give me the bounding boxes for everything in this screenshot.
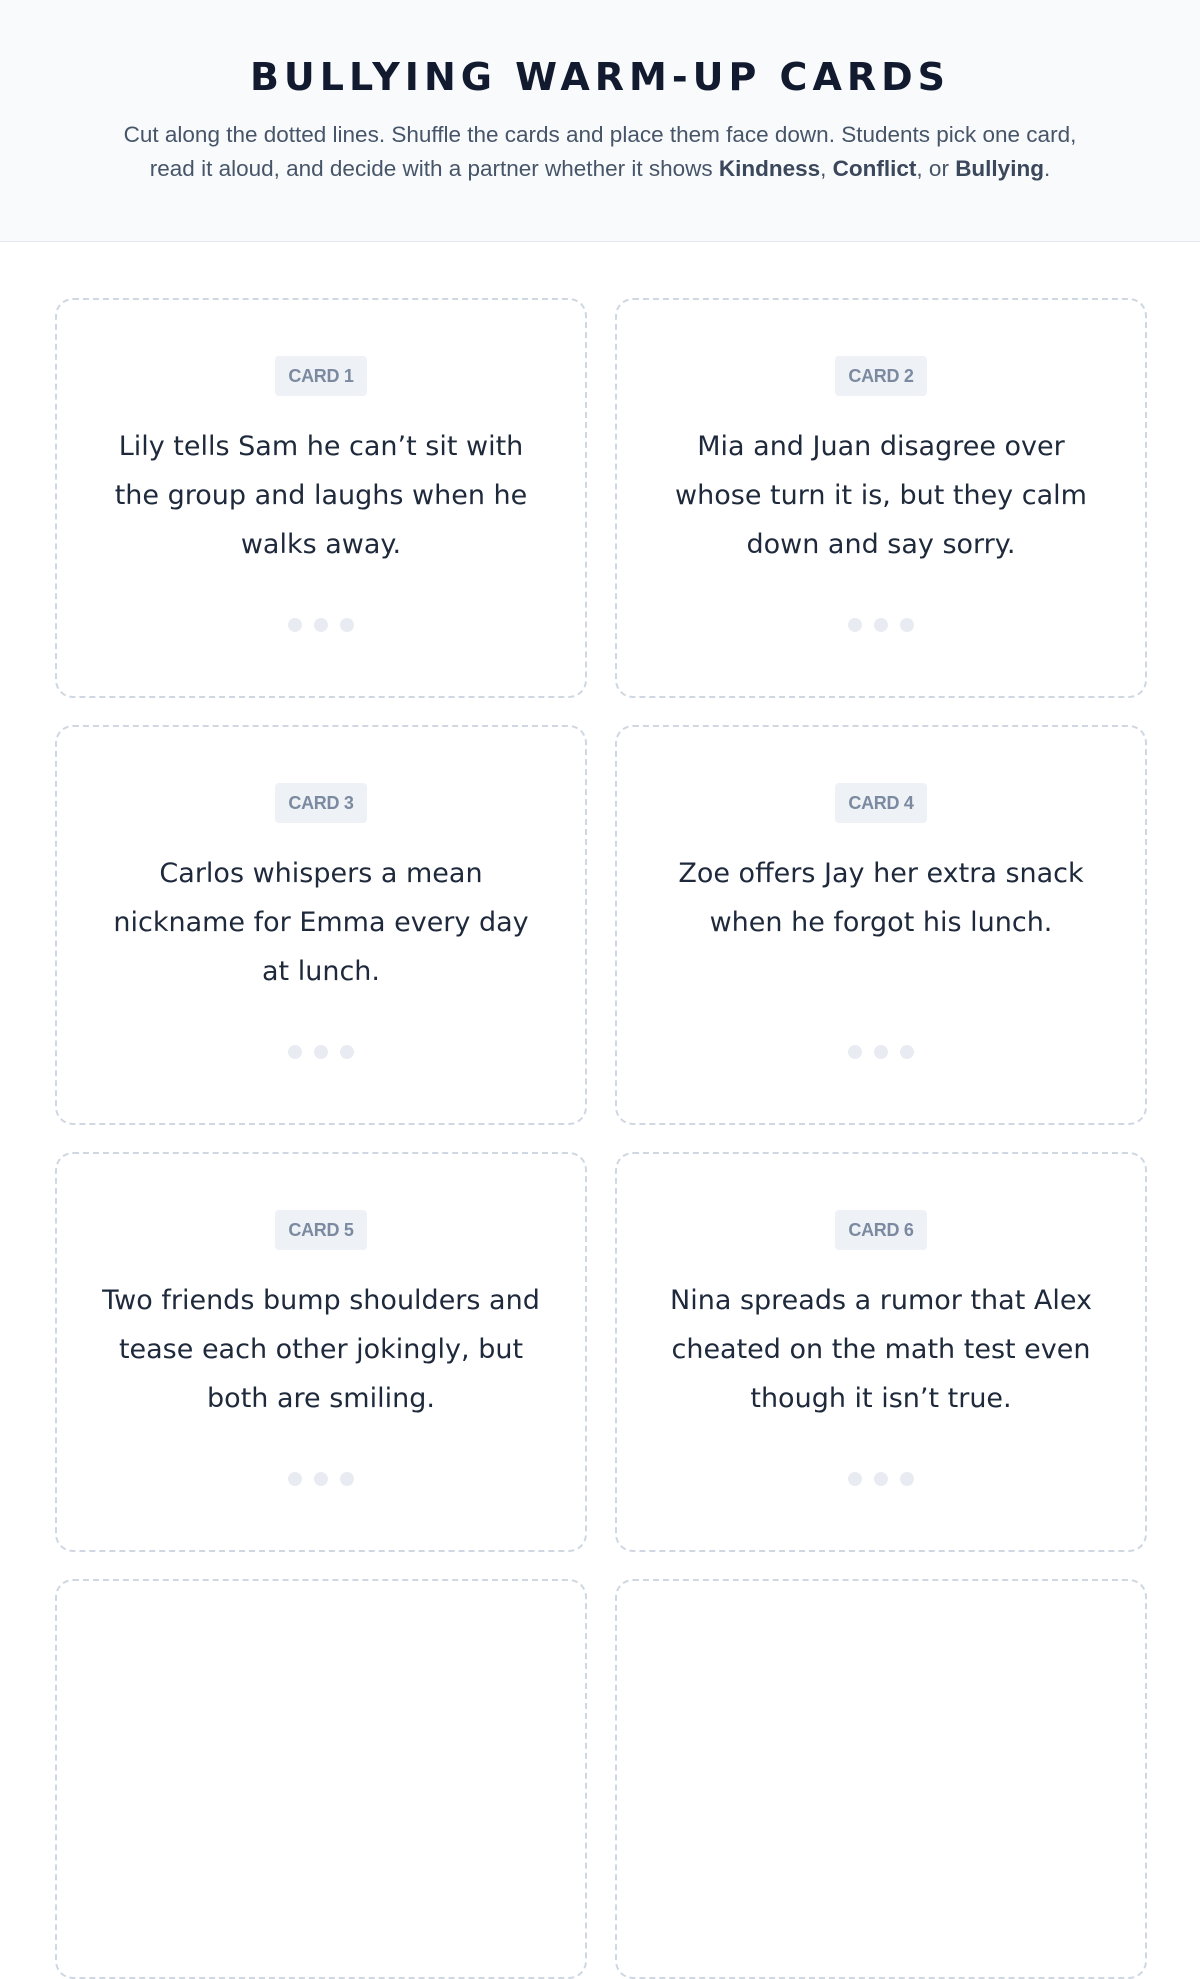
page-header xyxy=(0,0,1200,242)
card-dots-decoration xyxy=(57,1472,585,1488)
card-dots-decoration xyxy=(57,618,585,634)
card-scenario-text: Carlos whispers a mean nickname for Emma every day at lunch. xyxy=(113,858,529,987)
category-bullying: Bullying xyxy=(955,156,1044,181)
category-conflict: Conflict xyxy=(832,156,917,181)
instructions xyxy=(60,118,1140,186)
dot-icon xyxy=(340,1045,354,1059)
ending-period: . xyxy=(1043,156,1051,181)
category-kindness: Kindness xyxy=(718,156,821,181)
warmup-card-6 xyxy=(615,1152,1147,1552)
warmup-card-5 xyxy=(55,1152,587,1552)
dot-icon xyxy=(314,618,328,632)
dot-icon xyxy=(340,618,354,632)
dot-icon xyxy=(314,1472,328,1486)
warmup-card-3 xyxy=(55,725,587,1125)
card-number-badge: CARD 5 xyxy=(275,1210,366,1250)
card-number-badge: CARD 1 xyxy=(275,356,366,396)
dot-icon xyxy=(900,1472,914,1486)
dot-icon xyxy=(900,1045,914,1059)
card-dots-decoration xyxy=(57,1045,585,1061)
warmup-card-1 xyxy=(55,298,587,698)
dot-icon xyxy=(340,1472,354,1486)
page-title: BULLYING WARM-UP CARDS xyxy=(249,55,951,99)
card-scenario-text: Nina spreads a rumor that Alex cheated on the math test even though it isn’t true. xyxy=(670,1285,1092,1414)
warmup-card-8-partial xyxy=(615,1579,1147,1979)
card-scenario-text: Zoe offers Jay her extra snack when he forgot his lunch. xyxy=(678,858,1084,938)
instructions-line-1: Cut along the dotted lines. Shuffle the cards and place them face down. Students pick one card, xyxy=(123,122,1077,147)
instructions-line-2: read it aloud, and decide with a partner whether it shows xyxy=(149,156,719,181)
dot-icon xyxy=(874,1045,888,1059)
dot-icon xyxy=(900,618,914,632)
dot-icon xyxy=(288,618,302,632)
card-scenario-text: Lily tells Sam he can’t sit with the group and laughs when he walks away. xyxy=(114,431,528,560)
card-dots-decoration xyxy=(617,618,1145,634)
warmup-card-2 xyxy=(615,298,1147,698)
dot-icon xyxy=(288,1472,302,1486)
card-number-badge: CARD 4 xyxy=(835,783,926,823)
dot-icon xyxy=(874,618,888,632)
separator-or: , or xyxy=(916,156,956,181)
dot-icon xyxy=(848,618,862,632)
card-dots-decoration xyxy=(617,1045,1145,1061)
card-scenario-text: Mia and Juan disagree over whose turn it is, but they calm down and say sorry. xyxy=(675,431,1087,560)
dot-icon xyxy=(848,1472,862,1486)
card-number-badge: CARD 6 xyxy=(835,1210,926,1250)
dot-icon xyxy=(848,1045,862,1059)
separator-comma: , xyxy=(820,156,833,181)
warmup-card-7-partial xyxy=(55,1579,587,1979)
card-number-badge: CARD 2 xyxy=(835,356,926,396)
dot-icon xyxy=(874,1472,888,1486)
card-number-badge: CARD 3 xyxy=(275,783,366,823)
card-dots-decoration xyxy=(617,1472,1145,1488)
card-scenario-text: Two friends bump shoulders and tease each other jokingly, but both are smiling. xyxy=(102,1285,540,1414)
warmup-card-4 xyxy=(615,725,1147,1125)
dot-icon xyxy=(314,1045,328,1059)
dot-icon xyxy=(288,1045,302,1059)
